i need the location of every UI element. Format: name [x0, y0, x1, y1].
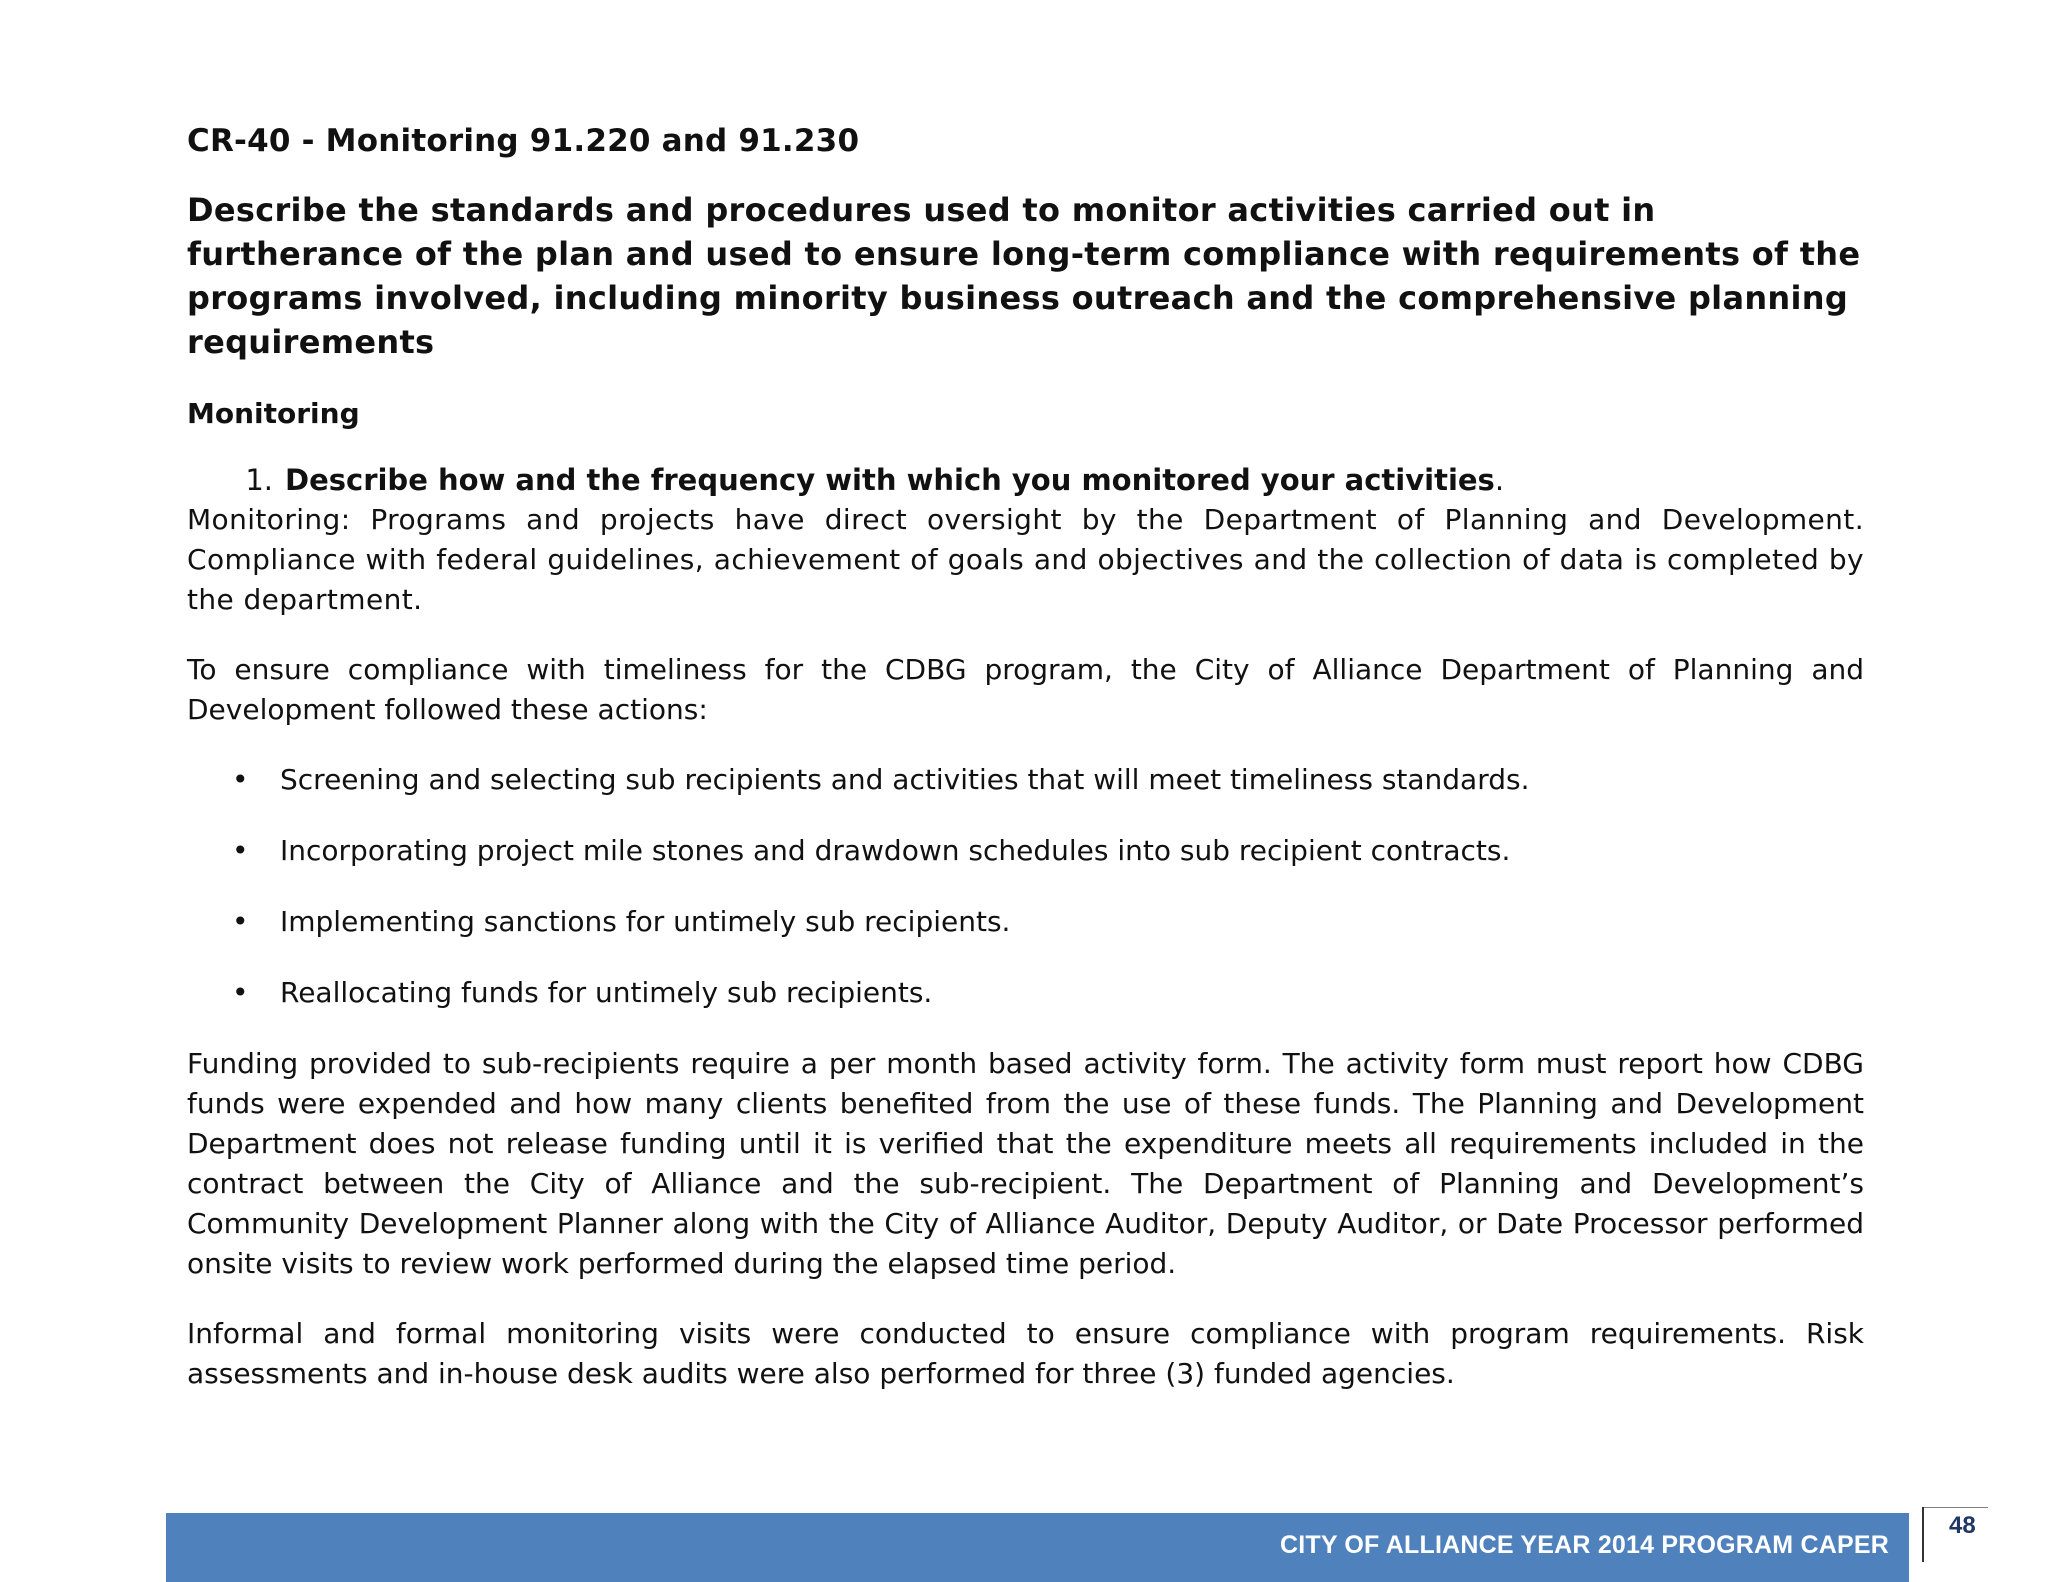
- page-number-divider-left: [1922, 1507, 1924, 1562]
- page-number: 48: [1949, 1512, 1976, 1539]
- list-item-text: Screening and selecting sub recipients and activities that will meet timeliness standards.: [280, 763, 1530, 796]
- item-number: 1.: [245, 463, 273, 497]
- list-item-text: Reallocating funds for untimely sub recipients.: [280, 976, 933, 1009]
- paragraph-monitoring: Monitoring: Programs and projects have direct oversight by the Department of Planning and Development. Compliance with federal guidelines, achievement of goals and objectives and the collection of data is completed by the department.: [187, 503, 1864, 616]
- bullet-icon: •: [232, 976, 249, 1009]
- actions-list: [187, 760, 1864, 1013]
- footer-title: CITY OF ALLIANCE YEAR 2014 PROGRAM CAPER: [1279, 1531, 1889, 1559]
- bullet-icon: •: [232, 763, 249, 796]
- list-item: [187, 902, 1864, 942]
- item-text-wrapper: [285, 460, 1504, 500]
- section-title: CR-40 - Monitoring 91.220 and 91.230: [187, 123, 860, 159]
- list-item: [187, 760, 1864, 800]
- item-trailing: .: [1494, 463, 1505, 497]
- list-item-text: Implementing sanctions for untimely sub recipients.: [280, 905, 1011, 938]
- list-item-text: Incorporating project mile stones and drawdown schedules into sub recipient contracts.: [280, 834, 1511, 867]
- paragraph-funding: Funding provided to sub-recipients require a per month based activity form. The activity form must report how CDBG funds were expended and how many clients benefited from the use of these funds. The Planning and Development Department does not release funding until it is verified that the expenditure meets all requirements included in the contract between the City of Alliance and the sub-recipient. The Department of Planning and Development’s Community Development Planner along with the City of Alliance Auditor, Deputy Auditor, or Date Processor performed onsite visits to review work performed during the elapsed time period.: [187, 1047, 1864, 1280]
- bullet-icon: •: [232, 905, 249, 938]
- numbered-item-1: [187, 460, 1864, 500]
- bullet-icon: •: [232, 834, 249, 867]
- paragraph-timeliness: To ensure compliance with timeliness for the CDBG program, the City of Alliance Department of Planning and Development followed these actions:: [187, 653, 1864, 726]
- item-text: Describe how and the frequency with which you monitored your activities: [285, 463, 1495, 497]
- page-content: [187, 120, 1864, 1424]
- list-item: [187, 973, 1864, 1013]
- page-number-divider-top: [1922, 1507, 1988, 1508]
- subheading-monitoring: Monitoring: [187, 397, 360, 430]
- paragraph-visits: Informal and formal monitoring visits were conducted to ensure compliance with program requirements. Risk assessments and in-house desk audits were also performed for three (3) funded agencies.: [187, 1317, 1864, 1390]
- question-heading: Describe the standards and procedures used to monitor activities carried out in furtherance of the plan and used to ensure long-term compliance with requirements of the programs involved, including minority business outreach and the comprehensive planning requirements: [187, 191, 1861, 361]
- list-item: [187, 831, 1864, 871]
- footer-bar: [166, 1513, 1909, 1582]
